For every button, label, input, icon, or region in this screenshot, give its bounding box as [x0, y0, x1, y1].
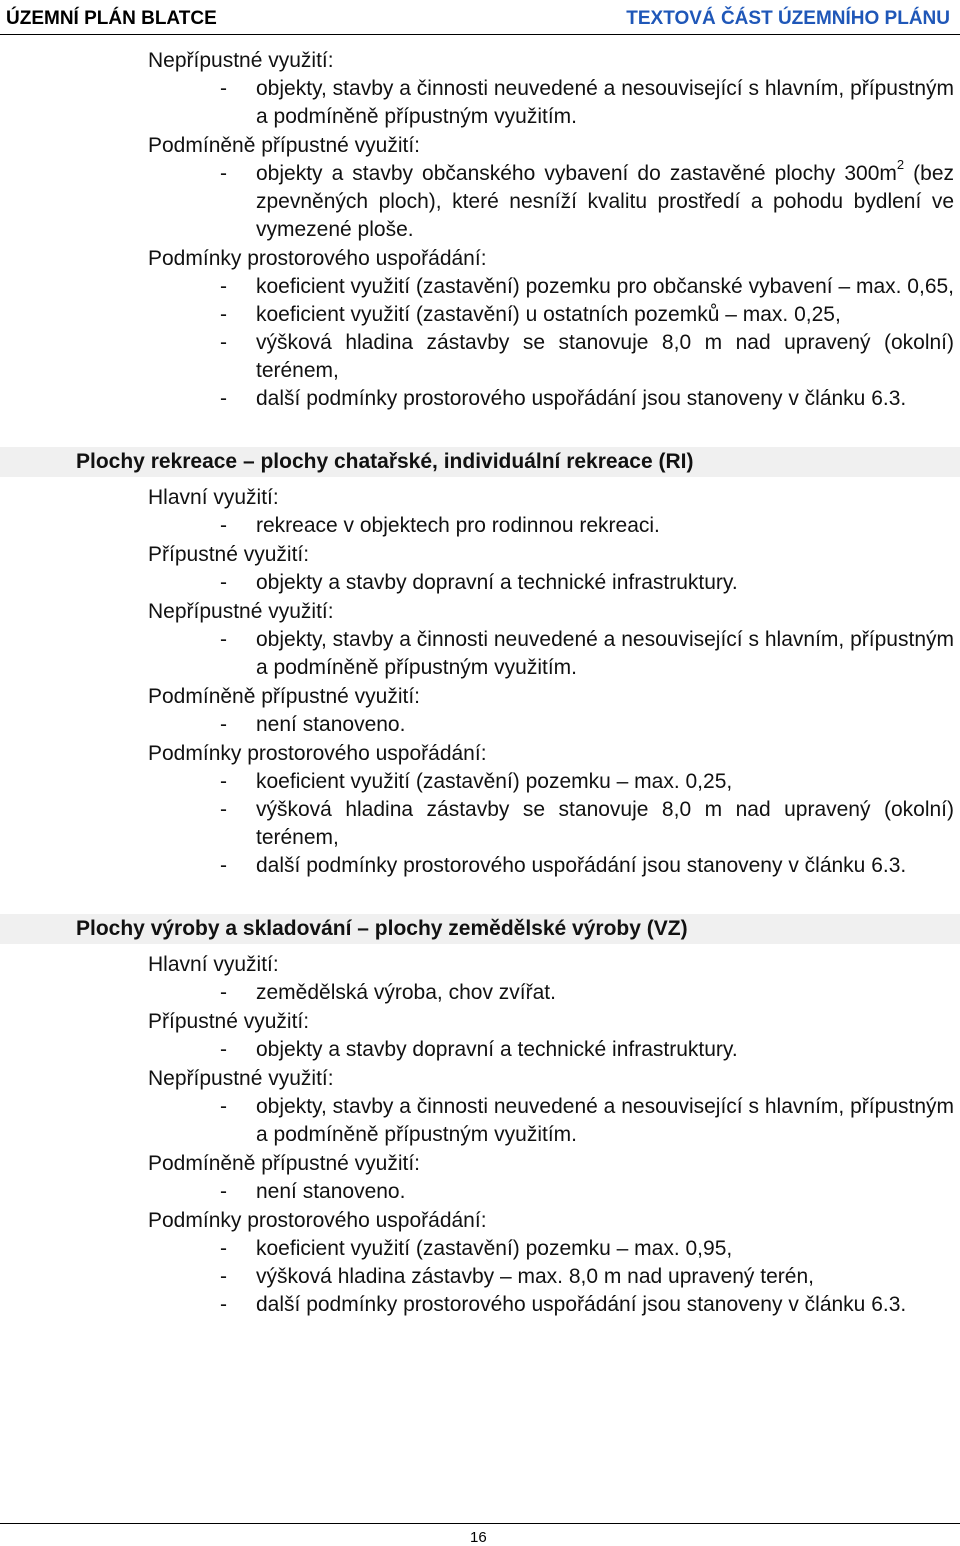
page-number: 16 — [470, 1529, 487, 1546]
list-item: - objekty a stavby občanského vybavení do zastavěné plochy $300m^2$ (bez zpevněných ploch), které nesníží kvalitu prostředí a pohodu bydlení ve vymezené ploše. — [220, 157, 955, 241]
list-item: - koeficient využití (zastavění) pozemku – max. 0,95, — [220, 1237, 733, 1260]
list-item: - další podmínky prostorového uspořádání jsou stanoveny v článku 6.3. — [220, 854, 907, 877]
list-podminky — [220, 768, 954, 880]
vz-block — [0, 950, 960, 1319]
label-podminky: Podmínky prostorového uspořádání: — [148, 247, 487, 270]
page-footer — [0, 1523, 960, 1546]
list-item: - objekty, stavby a činnosti neuvedené a nesouvisející s hlavním, přípustným a podmíněně přípustným využitím. — [220, 77, 954, 128]
list-item: - koeficient využití (zastavění) pozemku pro občanské vybavení – max. 0,65, — [220, 275, 955, 298]
list-podminene — [220, 157, 955, 244]
section-heading-ri: Plochy rekreace – plochy chatařské, individuální rekreace (RI) — [0, 447, 960, 477]
list-item: - výšková hladina zástavby se stanovuje 8,0 m nad upravený (okolní) terénem, — [220, 331, 954, 382]
section-heading-vz: Plochy výroby a skladování – plochy zemědělské výroby (VZ) — [0, 914, 960, 944]
list-item: - výšková hladina zástavby se stanovuje 8,0 m nad upravený (okolní) terénem, — [220, 798, 954, 849]
label-pripustne: Přípustné využití: — [148, 543, 310, 566]
page-content — [0, 46, 960, 1319]
list-podminky — [220, 1235, 954, 1319]
label-nepripustne: Nepřípustné využití: — [148, 1067, 334, 1090]
list-item: - objekty, stavby a činnosti neuvedené a nesouvisející s hlavním, přípustným a podmíněně přípustným využitím. — [220, 1095, 954, 1146]
label-nepripustne: Nepřípustné využití: — [148, 600, 334, 623]
label-podminky: Podmínky prostorového uspořádání: — [148, 742, 487, 765]
list-hlavni — [220, 979, 954, 1007]
label-nepripustne: Nepřípustné využití: — [148, 49, 334, 72]
list-nepripustne — [220, 1093, 954, 1149]
page-header — [0, 0, 960, 35]
list-item: - objekty a stavby dopravní a technické infrastruktury. — [220, 571, 738, 594]
ri-block — [0, 483, 960, 880]
list-item: - další podmínky prostorového uspořádání jsou stanoveny v článku 6.3. — [220, 1293, 907, 1316]
list-item: - koeficient využití (zastavění) u ostatních pozemků – max. 0,25, — [220, 303, 841, 326]
label-hlavni: Hlavní využití: — [148, 953, 279, 976]
label-podminene: Podmíněně přípustné využití: — [148, 685, 420, 708]
list-podminky — [220, 273, 954, 413]
list-item: - rekreace v objektech pro rodinnou rekreaci. — [220, 514, 660, 537]
list-podminene — [220, 711, 954, 739]
label-hlavni: Hlavní využití: — [148, 486, 279, 509]
list-item: - zemědělská výroba, chov zvířat. — [220, 981, 556, 1004]
list-item: - objekty a stavby dopravní a technické infrastruktury. — [220, 1038, 738, 1061]
document-section-title: TEXTOVÁ ČÁST ÚZEMNÍHO PLÁNU — [626, 8, 950, 29]
list-item: - další podmínky prostorového uspořádání jsou stanoveny v článku 6.3. — [220, 387, 907, 410]
label-podminky: Podmínky prostorového uspořádání: — [148, 1209, 487, 1232]
intro-block — [0, 46, 960, 413]
list-item: - objekty, stavby a činnosti neuvedené a nesouvisející s hlavním, přípustným a podmíněně přípustným využitím. — [220, 628, 954, 679]
list-pripustne — [220, 569, 954, 597]
list-hlavni — [220, 512, 954, 540]
list-podminene — [220, 1178, 954, 1206]
list-item: - koeficient využití (zastavění) pozemku – max. 0,25, — [220, 770, 733, 793]
list-nepripustne — [220, 626, 954, 682]
document-title: ÚZEMNÍ PLÁN BLATCE — [6, 8, 217, 29]
label-podminene: Podmíněně přípustné využití: — [148, 134, 420, 157]
list-nepripustne — [220, 75, 954, 131]
list-item: - výšková hladina zástavby – max. 8,0 m nad upravený terén, — [220, 1265, 814, 1288]
label-pripustne: Přípustné využití: — [148, 1010, 310, 1033]
list-item: - není stanoveno. — [220, 713, 406, 736]
list-pripustne — [220, 1036, 954, 1064]
list-item: - není stanoveno. — [220, 1180, 406, 1203]
label-podminene: Podmíněně přípustné využití: — [148, 1152, 420, 1175]
